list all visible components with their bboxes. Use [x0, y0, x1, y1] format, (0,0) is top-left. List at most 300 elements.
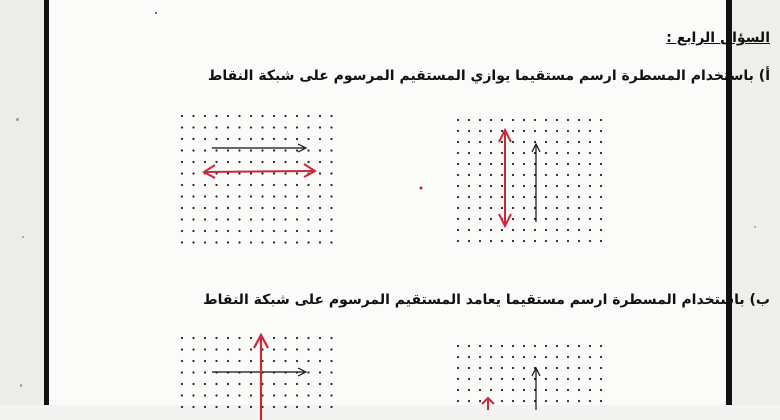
grid-dot [567, 218, 569, 220]
grid-dot [273, 348, 275, 350]
grid-dot [330, 195, 332, 197]
grid-dot [479, 196, 481, 198]
grid-dot [479, 400, 481, 402]
grid-dot [330, 406, 332, 408]
grid-dot [192, 207, 194, 209]
grid-dot [479, 152, 481, 154]
grid-dot [512, 400, 514, 402]
grid-dot [501, 345, 503, 347]
grid-dot [296, 360, 298, 362]
grid-dot [330, 383, 332, 385]
grid-dot [512, 119, 514, 121]
grid-dot [307, 348, 309, 350]
grid-dot [250, 195, 252, 197]
grid-dot [250, 161, 252, 163]
grid-dot [181, 348, 183, 350]
grid-dot [600, 130, 602, 132]
grid-dot [468, 389, 470, 391]
grid-dot [523, 229, 525, 231]
grid-dot [490, 367, 492, 369]
grid-dot [523, 218, 525, 220]
grid-dot [227, 348, 229, 350]
grid-dot [523, 389, 525, 391]
grid-dot [523, 185, 525, 187]
grid-dot [545, 378, 547, 380]
grid-dot [204, 195, 206, 197]
grid-dot [512, 174, 514, 176]
printed-line [532, 144, 540, 222]
grid-dot [307, 218, 309, 220]
grid-dot [556, 240, 558, 242]
grid-dot [545, 174, 547, 176]
grid-dot [523, 163, 525, 165]
grid-dot [468, 378, 470, 380]
grid-dot [479, 130, 481, 132]
grid-dot [250, 337, 252, 339]
grid-dot [307, 207, 309, 209]
grid-dot [192, 337, 194, 339]
grid-dot [490, 130, 492, 132]
grid-dot [330, 172, 332, 174]
grid-dot [578, 218, 580, 220]
grid-dot [501, 163, 503, 165]
grid-dot [192, 406, 194, 408]
grid-dot [204, 115, 206, 117]
grid-dot [319, 161, 321, 163]
grid-dot [545, 367, 547, 369]
grid-dot [330, 138, 332, 140]
grid-dot [273, 115, 275, 117]
grid-dot [319, 218, 321, 220]
grid-dot [468, 240, 470, 242]
printed-line [212, 368, 306, 376]
grid-dot [490, 196, 492, 198]
grid-dot [273, 149, 275, 151]
grid-b-right [448, 340, 608, 420]
grid-dot [215, 230, 217, 232]
grid-dot [238, 138, 240, 140]
grid-dot [181, 115, 183, 117]
grid-dot [545, 218, 547, 220]
grid-dot [238, 406, 240, 408]
grid-dot [273, 195, 275, 197]
grid-dot [284, 161, 286, 163]
grid-dot [307, 138, 309, 140]
grid-dot [534, 141, 536, 143]
grid-dot [468, 119, 470, 121]
grid-dot [227, 241, 229, 243]
grid-dot [238, 360, 240, 362]
grid-dot [319, 195, 321, 197]
grid-dot [330, 218, 332, 220]
grid-dot [250, 115, 252, 117]
grid-dot [319, 383, 321, 385]
dot-grid [181, 115, 333, 244]
grid-dot [523, 141, 525, 143]
grid-dot [330, 126, 332, 128]
question-b-text: ب) باستخدام المسطرة ارسم مستقيما يعامد المستقيم المرسوم على شبكة النقاط [203, 292, 770, 308]
grid-dot [556, 400, 558, 402]
grid-dot [523, 119, 525, 121]
grid-dot [501, 367, 503, 369]
grid-dot [330, 337, 332, 339]
grid-dot [238, 195, 240, 197]
grid-dot [523, 345, 525, 347]
grid-dot [600, 356, 602, 358]
grid-dot [215, 195, 217, 197]
grid-dot [296, 218, 298, 220]
grid-dot [296, 348, 298, 350]
grid-a-left [170, 108, 340, 248]
grid-dot [501, 378, 503, 380]
grid-dot [330, 371, 332, 373]
grid-dot [578, 141, 580, 143]
grid-dot [227, 195, 229, 197]
grid-dot [468, 141, 470, 143]
scan-speck [754, 226, 756, 228]
grid-dot [181, 337, 183, 339]
grid-dot [204, 348, 206, 350]
scan-speck [155, 12, 157, 14]
grid-dot [330, 348, 332, 350]
grid-dot [192, 218, 194, 220]
grid-dot [479, 378, 481, 380]
grid-dot [307, 126, 309, 128]
grid-dot [192, 161, 194, 163]
grid-dot [556, 174, 558, 176]
grid-dot [238, 161, 240, 163]
grid-dot [490, 218, 492, 220]
grid-dot [215, 360, 217, 362]
grid-dot [273, 138, 275, 140]
grid-dot [545, 141, 547, 143]
grid-dot [330, 184, 332, 186]
grid-dot [457, 400, 459, 402]
grid-dot [319, 406, 321, 408]
grid-dot [250, 360, 252, 362]
grid-dot [490, 378, 492, 380]
grid-dot [238, 184, 240, 186]
grid-dot [490, 152, 492, 154]
grid-dot [490, 240, 492, 242]
grid-dot [181, 241, 183, 243]
grid-dot [192, 138, 194, 140]
grid-dot [284, 394, 286, 396]
grid-dot [523, 152, 525, 154]
grid-dot [250, 138, 252, 140]
scan-margin-right [732, 0, 780, 405]
grid-dot [578, 240, 580, 242]
grid-dot [284, 126, 286, 128]
dot-grid [457, 119, 602, 242]
grid-dot [261, 241, 263, 243]
grid-dot [501, 141, 503, 143]
grid-dot [567, 345, 569, 347]
grid-dot [319, 207, 321, 209]
grid-dot [545, 345, 547, 347]
grid-dot [307, 337, 309, 339]
grid-dot [296, 195, 298, 197]
grid-dot [556, 207, 558, 209]
grid-dot [227, 230, 229, 232]
grid-dot [589, 400, 591, 402]
grid-dot [479, 218, 481, 220]
grid-dot [227, 184, 229, 186]
grid-dot [589, 130, 591, 132]
grid-dot [319, 172, 321, 174]
grid-dot [468, 400, 470, 402]
grid-dot [468, 152, 470, 154]
grid-dot [600, 185, 602, 187]
grid-dot [215, 406, 217, 408]
grid-dot [284, 195, 286, 197]
grid-dot [181, 184, 183, 186]
answer-perpendicular-line [254, 335, 268, 420]
grid-dot [215, 184, 217, 186]
grid-dot [296, 241, 298, 243]
grid-dot [192, 184, 194, 186]
grid-dot [250, 241, 252, 243]
grid-dot [192, 348, 194, 350]
grid-dot [589, 163, 591, 165]
grid-dot [589, 196, 591, 198]
grid-dot [296, 149, 298, 151]
grid-dot [296, 161, 298, 163]
grid-dot [490, 174, 492, 176]
grid-dot [600, 163, 602, 165]
grid-dot [457, 229, 459, 231]
grid-dot [567, 185, 569, 187]
grid-dot [589, 119, 591, 121]
grid-dot [545, 356, 547, 358]
grid-dot [567, 207, 569, 209]
grid-dot [490, 119, 492, 121]
grid-dot [512, 152, 514, 154]
grid-dot [192, 371, 194, 373]
grid-dot [501, 174, 503, 176]
grid-dot [512, 229, 514, 231]
grid-dot [512, 196, 514, 198]
grid-dot [512, 218, 514, 220]
grid-dot [468, 356, 470, 358]
grid-dot [215, 394, 217, 396]
grid-dot [512, 378, 514, 380]
grid-dot [273, 218, 275, 220]
grid-dot [319, 184, 321, 186]
grid-dot [261, 115, 263, 117]
grid-dot [468, 163, 470, 165]
grid-dot [261, 207, 263, 209]
dot-grid [457, 345, 602, 402]
grid-dot [567, 400, 569, 402]
grid-dot [589, 185, 591, 187]
grid-dot [578, 130, 580, 132]
grid-dot [227, 149, 229, 151]
grid-dot [330, 230, 332, 232]
grid-dot [319, 230, 321, 232]
grid-dot [181, 360, 183, 362]
grid-dot [479, 141, 481, 143]
grid-dot [204, 394, 206, 396]
grid-dot [468, 185, 470, 187]
grid-dot [468, 174, 470, 176]
grid-dot [479, 163, 481, 165]
grid-dot [545, 185, 547, 187]
grid-dot [238, 394, 240, 396]
grid-dot [273, 161, 275, 163]
grid-dot [600, 345, 602, 347]
grid-dot [578, 196, 580, 198]
grid-dot [250, 406, 252, 408]
grid-dot [567, 389, 569, 391]
grid-dot [512, 163, 514, 165]
grid-dot [296, 337, 298, 339]
grid-dot [556, 367, 558, 369]
grid-dot [204, 360, 206, 362]
grid-dot [307, 406, 309, 408]
grid-dot [307, 241, 309, 243]
grid-dot [204, 184, 206, 186]
grid-dot [545, 196, 547, 198]
grid-dot [273, 126, 275, 128]
grid-dot [457, 196, 459, 198]
grid-dot [556, 130, 558, 132]
grid-dot [250, 184, 252, 186]
grid-dot [192, 230, 194, 232]
grid-dot [457, 356, 459, 358]
grid-dot [523, 130, 525, 132]
grid-dot [204, 383, 206, 385]
grid-dot [556, 378, 558, 380]
grid-dot [523, 240, 525, 242]
grid-dot [512, 240, 514, 242]
grid-dot [567, 356, 569, 358]
grid-dot [215, 138, 217, 140]
grid-dot [457, 389, 459, 391]
grid-dot [501, 240, 503, 242]
grid-dot [600, 152, 602, 154]
grid-dot [589, 389, 591, 391]
grid-dot [457, 207, 459, 209]
grid-dot [501, 152, 503, 154]
grid-dot [545, 400, 547, 402]
grid-dot [457, 378, 459, 380]
grid-dot [261, 126, 263, 128]
grid-dot [181, 406, 183, 408]
grid-dot [578, 400, 580, 402]
grid-dot [600, 196, 602, 198]
grid-dot [600, 367, 602, 369]
scan-speck [22, 236, 24, 238]
grid-dot [319, 241, 321, 243]
grid-dot [296, 184, 298, 186]
grid-dot [545, 389, 547, 391]
grid-dot [215, 337, 217, 339]
grid-dot [319, 360, 321, 362]
grid-dot [468, 207, 470, 209]
grid-dot [296, 138, 298, 140]
grid-dot [600, 174, 602, 176]
grid-dot [250, 149, 252, 151]
grid-dot [296, 172, 298, 174]
grid-dot [534, 345, 536, 347]
grid-dot [501, 130, 503, 132]
grid-dot [600, 378, 602, 380]
grid-dot [479, 174, 481, 176]
grid-dot [284, 337, 286, 339]
grid-dot [545, 207, 547, 209]
grid-dot [556, 185, 558, 187]
grid-dot [319, 348, 321, 350]
grid-dot [284, 348, 286, 350]
answer-perpendicular-line [482, 398, 494, 410]
grid-dot [250, 383, 252, 385]
grid-dot [227, 406, 229, 408]
grid-dot [330, 394, 332, 396]
grid-dot [204, 241, 206, 243]
grid-dot [181, 371, 183, 373]
grid-dot [273, 394, 275, 396]
grid-dot [567, 163, 569, 165]
grid-dot [523, 196, 525, 198]
grid-dot [567, 367, 569, 369]
grid-dot [227, 126, 229, 128]
grid-dot [468, 130, 470, 132]
grid-dot [319, 138, 321, 140]
grid-dot [457, 367, 459, 369]
grid-dot [600, 229, 602, 231]
grid-dot [238, 172, 240, 174]
grid-dot [457, 119, 459, 121]
grid-dot [330, 115, 332, 117]
grid-dot [273, 406, 275, 408]
grid-dot [556, 345, 558, 347]
grid-dot [307, 149, 309, 151]
grid-dot [273, 172, 275, 174]
grid-dot [479, 207, 481, 209]
scan-speck [20, 384, 22, 387]
grid-dot [600, 240, 602, 242]
grid-dot [578, 174, 580, 176]
grid-dot [296, 406, 298, 408]
grid-dot [578, 367, 580, 369]
grid-dot [490, 185, 492, 187]
grid-dot [181, 138, 183, 140]
grid-dot [589, 207, 591, 209]
grid-dot [589, 141, 591, 143]
grid-dot [215, 207, 217, 209]
grid-dot [284, 406, 286, 408]
grid-dot [250, 126, 252, 128]
grid-dot [578, 356, 580, 358]
grid-dot [534, 130, 536, 132]
grid-dot [545, 229, 547, 231]
ink-mark [418, 185, 424, 191]
grid-dot [227, 337, 229, 339]
grid-dot [238, 207, 240, 209]
grid-dot [307, 394, 309, 396]
grid-dot [238, 337, 240, 339]
grid-dot [192, 149, 194, 151]
grid-dot [192, 115, 194, 117]
grid-dot [181, 230, 183, 232]
grid-dot [567, 229, 569, 231]
grid-dot [567, 378, 569, 380]
grid-dot [296, 115, 298, 117]
grid-dot [204, 161, 206, 163]
grid-dot [238, 241, 240, 243]
grid-dot [261, 149, 263, 151]
